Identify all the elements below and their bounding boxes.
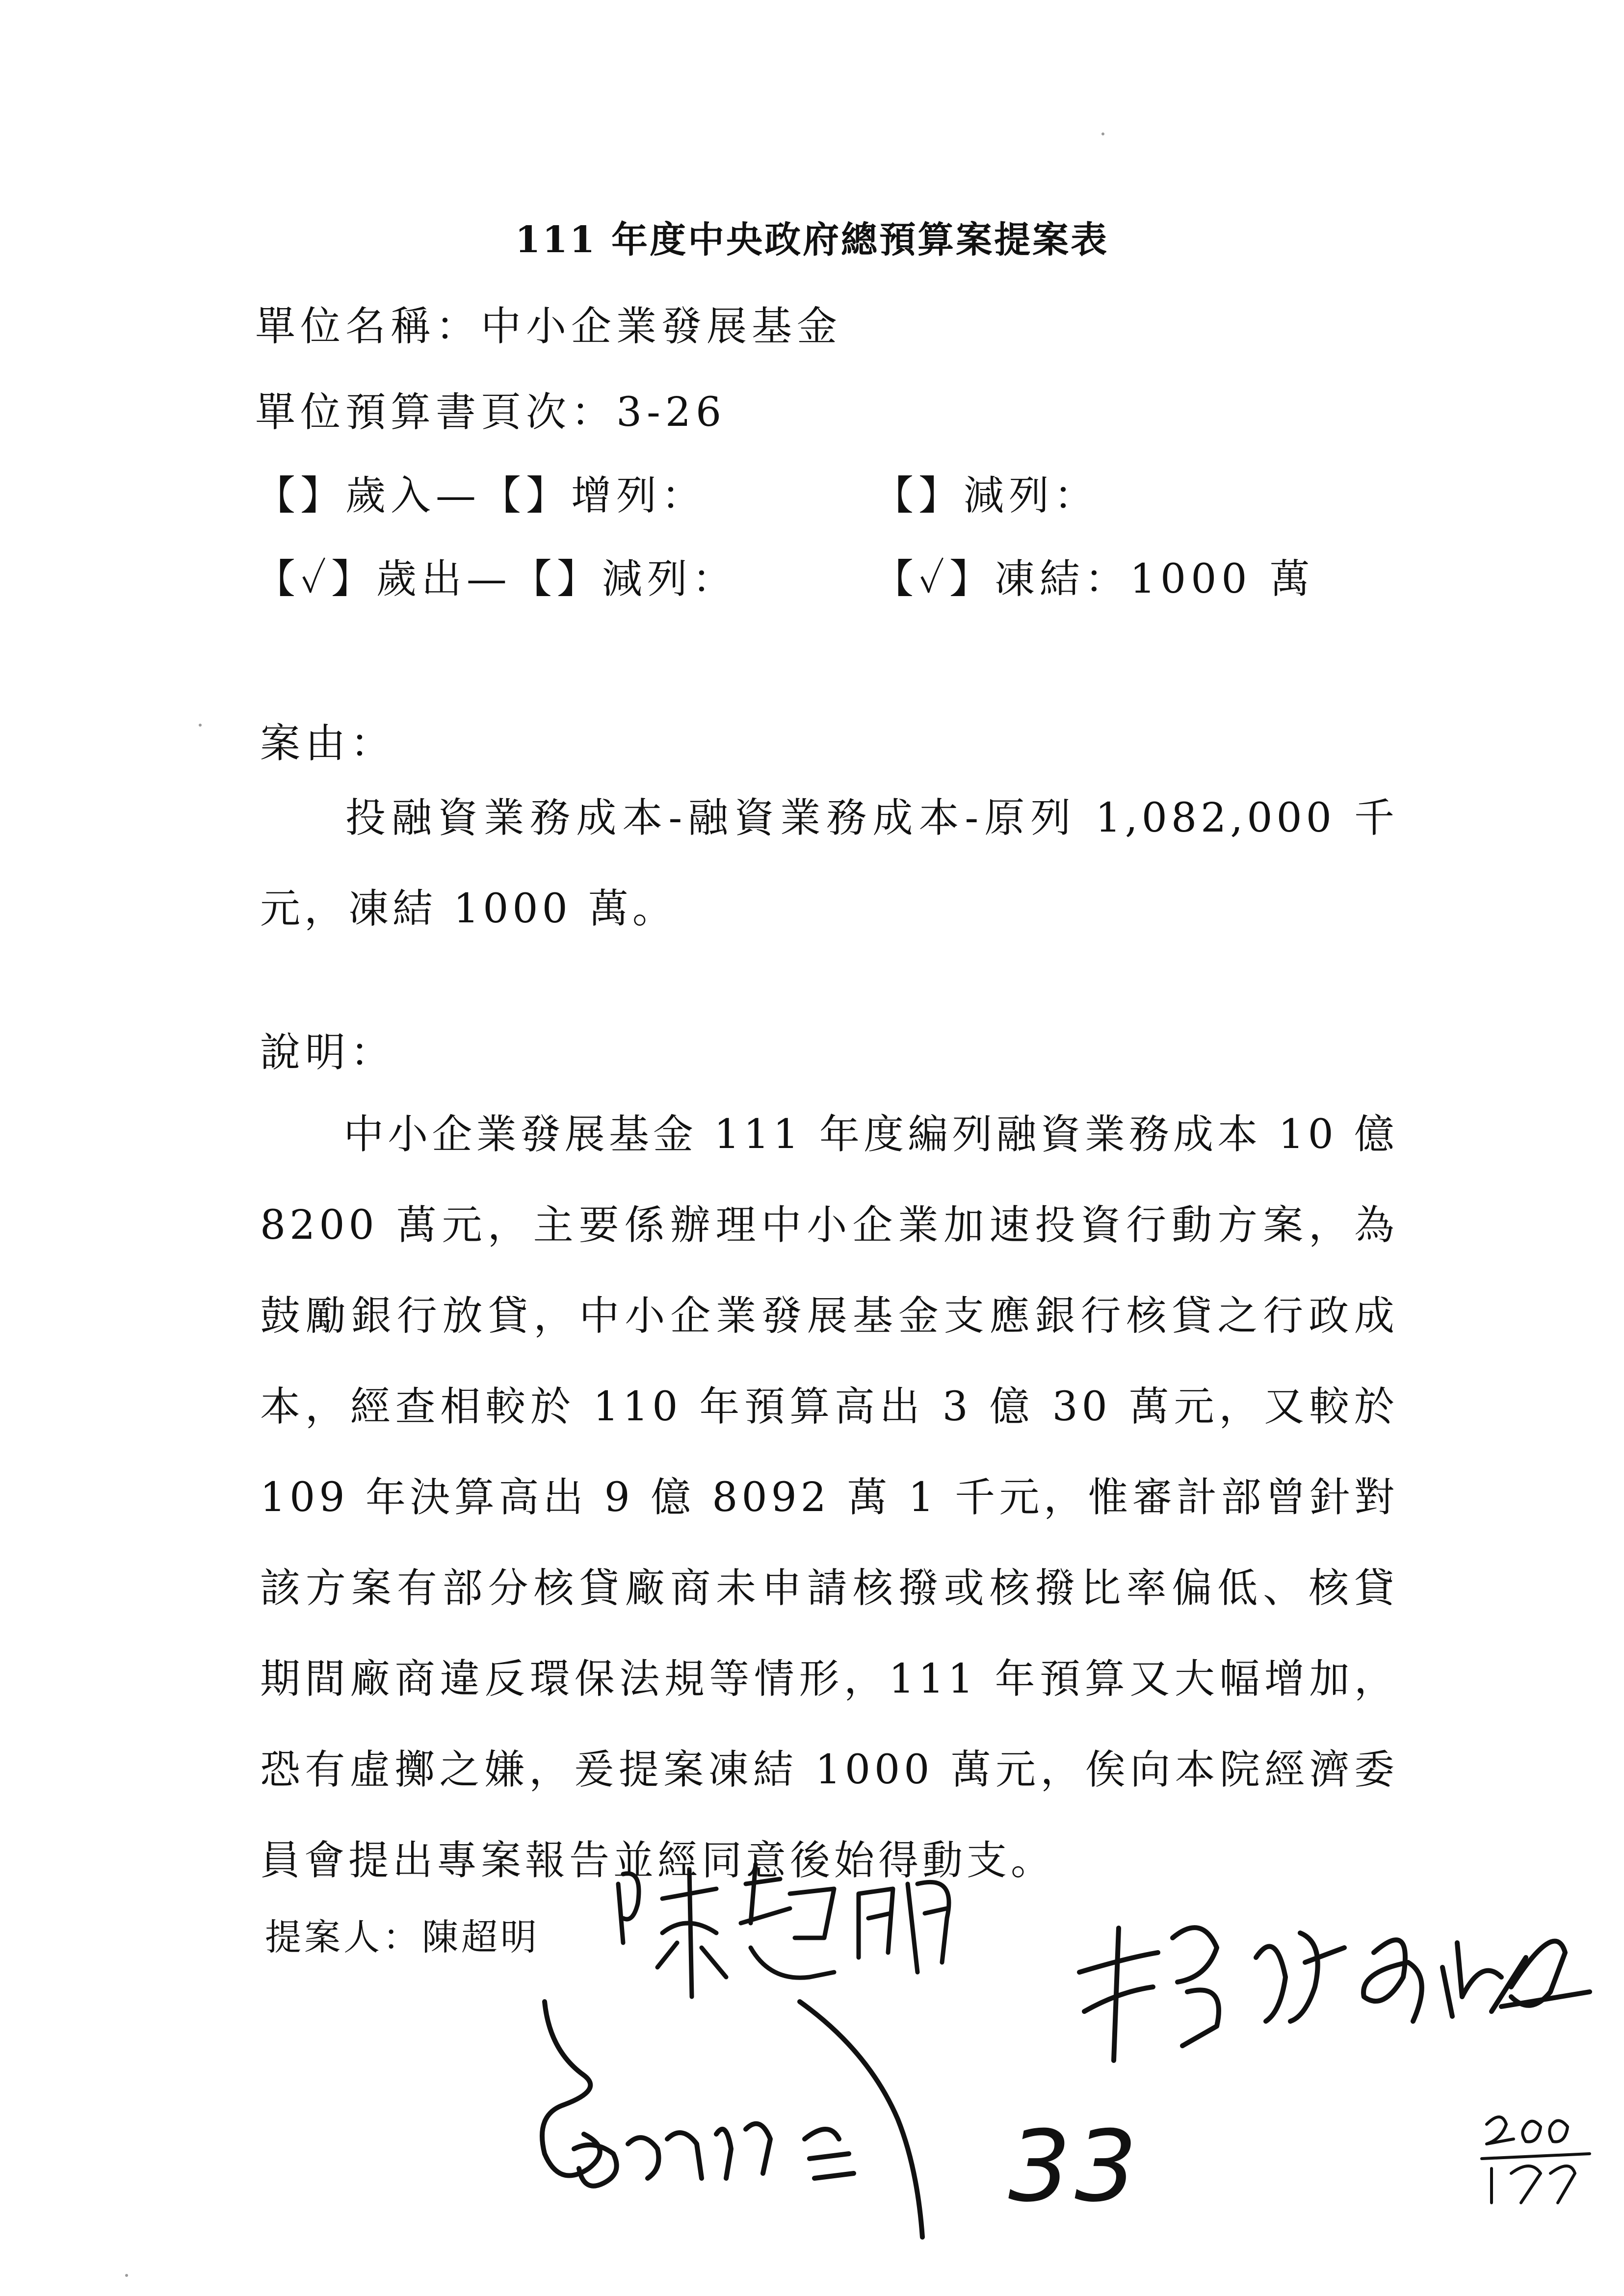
reason-paragraph <box>260 773 1398 954</box>
expenditure-row: 【✓】歲出—【】減列： <box>255 556 737 602</box>
scan-speck <box>125 2274 128 2277</box>
handwritten-page-number: 33 <box>1008 2110 1141 2224</box>
signature-cosigner-2 <box>515 1992 957 2247</box>
revenue-decrease: 【】減列： <box>873 472 1100 519</box>
reason-label: 案由： <box>260 720 396 767</box>
proposer-label: 提案人：陳超明 <box>265 1916 540 1958</box>
unit-name: 單位名稱：中小企業發展基金 <box>255 303 842 350</box>
form-title: 111 年度中央政府總預算案提案表 <box>515 219 1109 261</box>
signature-cosigner-1 <box>1070 1899 1599 2075</box>
explanation-label: 說明： <box>260 1029 396 1076</box>
reason-text: 投融資業務成本-融資業務成本-原列 1,082,000 千元，凍結 1000 萬。 <box>260 795 1398 932</box>
freeze-amount: 【✓】凍結：1000 萬 <box>873 556 1315 602</box>
revenue-row: 【】歲入—【】增列： <box>255 472 707 519</box>
scan-speck <box>1101 132 1104 135</box>
explanation-paragraph <box>260 1089 1398 1906</box>
scan-speck <box>199 724 202 727</box>
handwritten-marginal-note <box>1477 2105 1595 2213</box>
signature-proposer <box>603 1854 986 2002</box>
budget-page: 單位預算書頁次：3-26 <box>255 389 727 436</box>
explanation-text: 中小企業發展基金 111 年度編列融資業務成本 10 億 8200 萬元，主要係辦理中小企業加速投資行動方案，為鼓勵銀行放貸，中小企業發展基金支應銀行核貸之行政成本，經查相較於 110 年預算高出 3 億 30 萬元，又較於 109 年決算高出 9 億 8092 萬 1 千元，惟審計部曾針對該方案有部分核貸廠商未申請核撥或核撥比率偏低、核貸期間廠商違反環保法規等情形，111 年預算又大幅增加，恐有虛擲之嫌，爰提案凍結 1000 萬元，俟向本院經濟委員會提出專案報告並經同意後始得動支。 <box>260 1111 1398 1884</box>
